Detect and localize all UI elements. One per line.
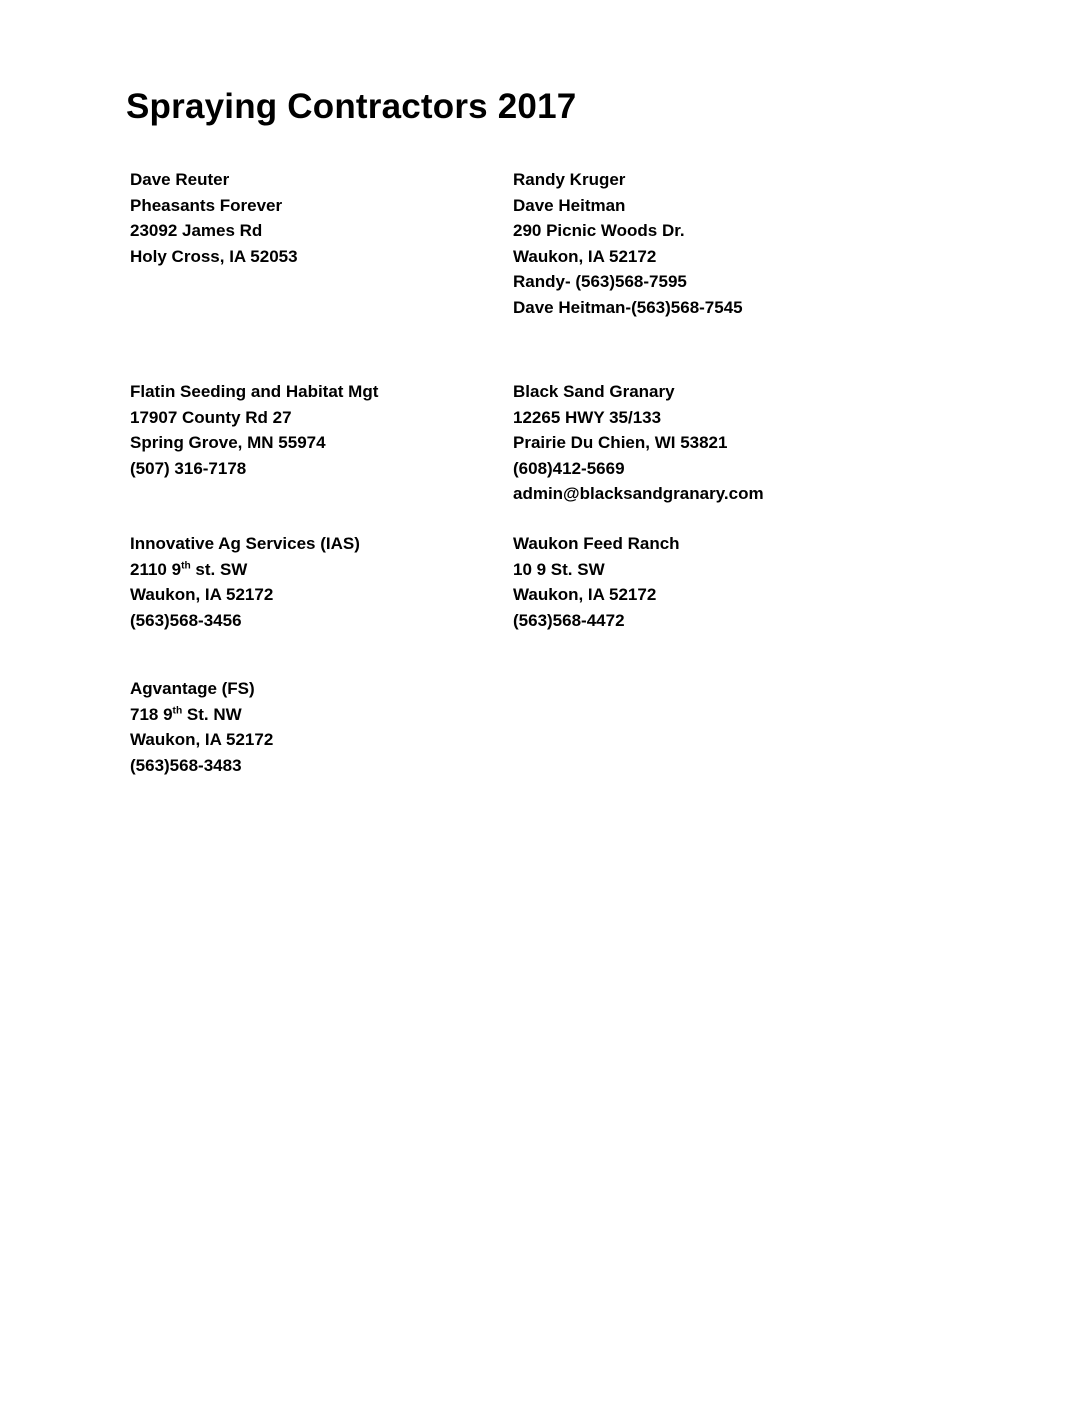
contact-line: Flatin Seeding and Habitat Mgt [130, 382, 379, 401]
contact-line: Pheasants Forever [130, 195, 283, 215]
contact-line: Randy- (563)568-7595 [513, 272, 687, 291]
contact-line: 2110 9th st. SW [130, 559, 248, 579]
ordinal-superscript: th [172, 704, 183, 716]
contact-line: Spring Grove, MN 55974 [130, 433, 326, 452]
contact-block-randy-kruger [513, 167, 743, 320]
contact-line: Waukon, IA 52172 [130, 730, 274, 749]
contact-line: (608)412-5669 [513, 458, 625, 478]
contact-block-dave-reuter [130, 167, 298, 269]
contact-line: Randy Kruger [513, 170, 626, 189]
contact-line: (507) 316-7178 [130, 458, 247, 478]
ordinal-superscript: th [181, 559, 191, 571]
contact-line: Dave Heitman-(563)568-7545 [513, 297, 743, 317]
contact-line: Waukon, IA 52172 [513, 585, 657, 604]
contact-line: Holy Cross, IA 52053 [130, 246, 298, 266]
contact-line: admin@blacksandgranary.com [513, 484, 764, 503]
contact-line: Dave Reuter [130, 170, 230, 189]
contact-line: 10 9 St. SW [513, 559, 605, 579]
contact-line: 17907 County Rd 27 [130, 407, 292, 427]
contact-line: 12265 HWY 35/133 [513, 407, 662, 427]
contact-block-black-sand-granary [513, 379, 764, 507]
contact-block-agvantage [130, 676, 273, 778]
contact-line: Waukon, IA 52172 [513, 246, 657, 266]
page-title: Spraying Contractors 2017 [126, 87, 577, 127]
contact-line: 23092 James Rd [130, 221, 263, 240]
contact-line: Black Sand Granary [513, 382, 675, 401]
contact-block-waukon-feed-ranch [513, 531, 680, 633]
contact-line: (563)568-4472 [513, 610, 625, 630]
contact-line: Waukon Feed Ranch [513, 534, 680, 553]
contact-line: Waukon, IA 52172 [130, 585, 274, 604]
contact-line: Innovative Ag Services (IAS) [130, 534, 360, 553]
contact-block-flatin-seeding [130, 379, 378, 481]
contact-line: Dave Heitman [513, 195, 626, 215]
contact-line: 290 Picnic Woods Dr. [513, 221, 685, 240]
contact-line: (563)568-3456 [130, 610, 242, 630]
contact-line: 718 9th St. NW [130, 704, 242, 724]
contact-block-innovative-ag-services [130, 531, 360, 633]
contact-line: Prairie Du Chien, WI 53821 [513, 433, 728, 452]
contact-line: (563)568-3483 [130, 755, 242, 775]
contact-line: Agvantage (FS) [130, 679, 255, 698]
